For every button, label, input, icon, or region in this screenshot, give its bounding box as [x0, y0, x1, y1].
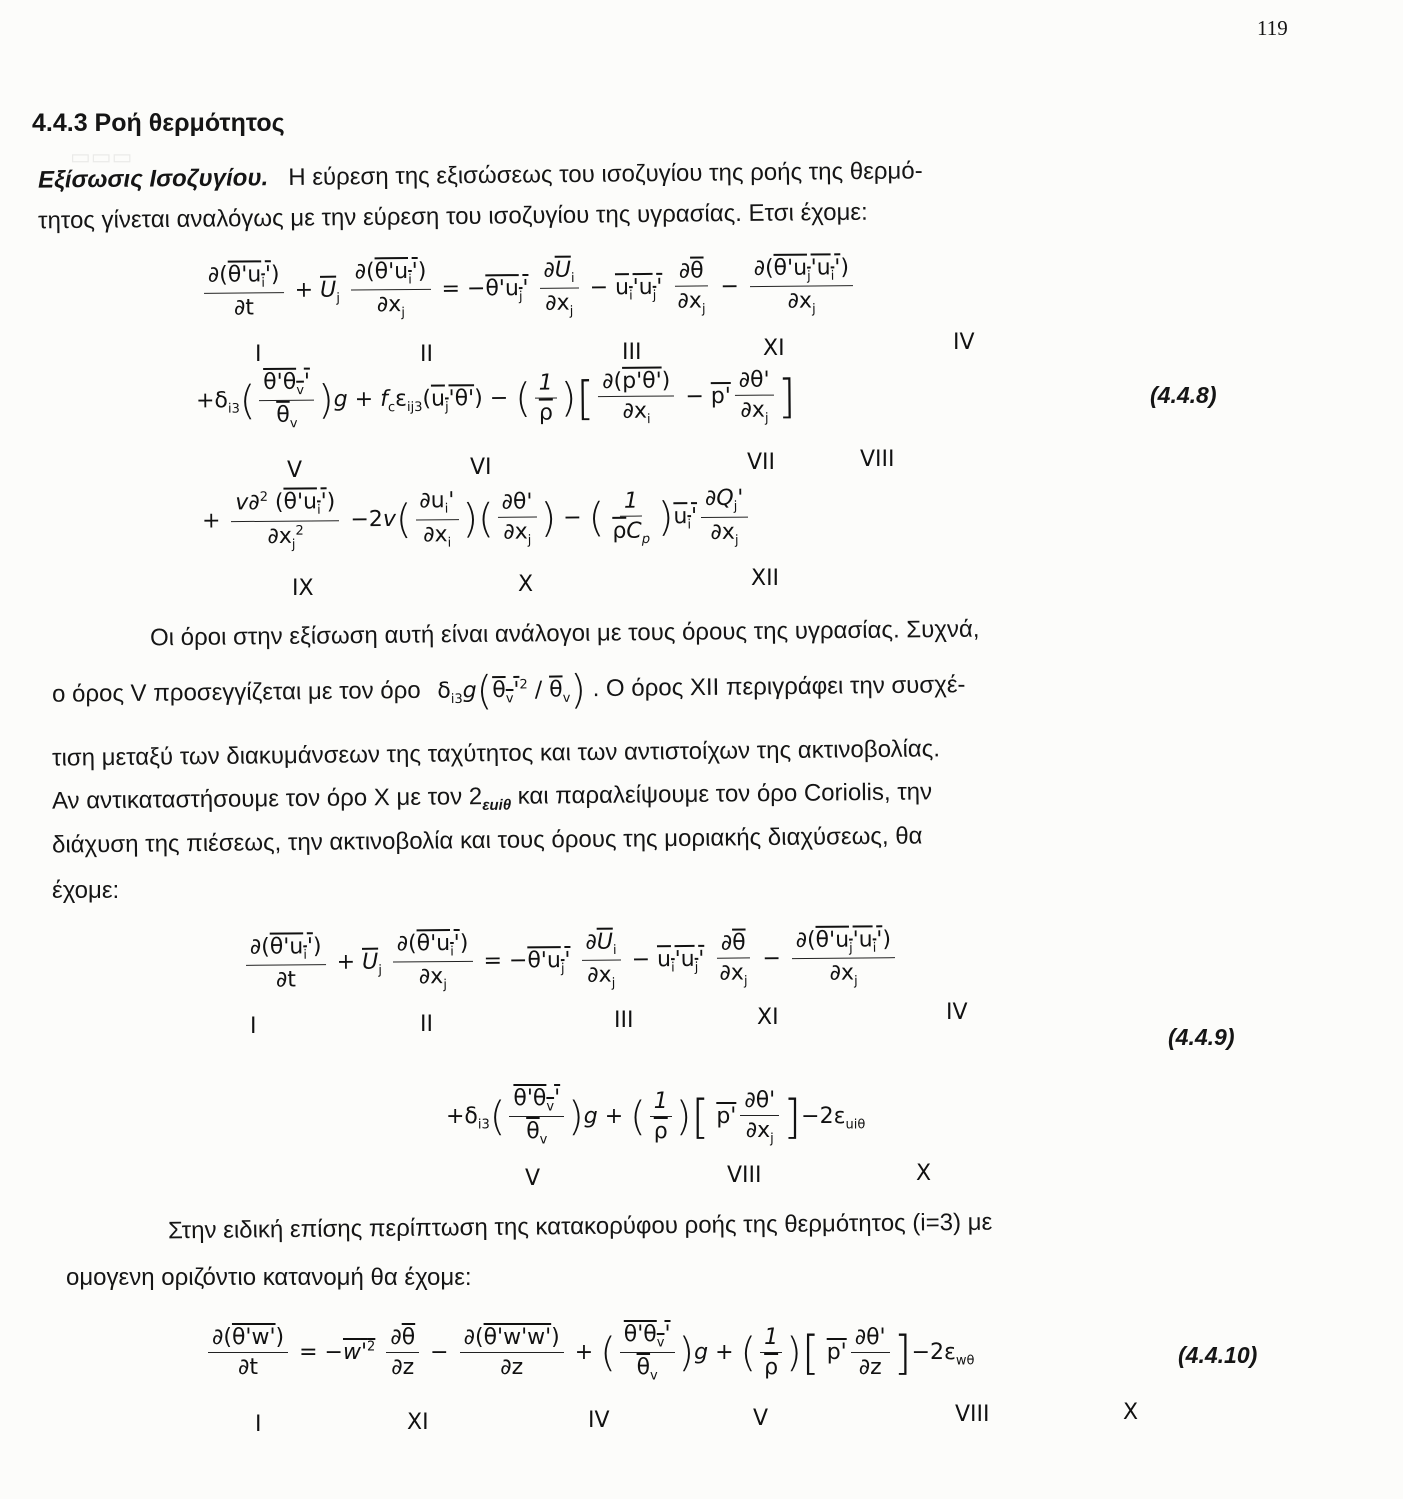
paragraph-2-line-2-start: ο όρος V προσεγγίζεται με τον όρο	[51, 676, 421, 708]
paragraph-3-line-2: ομογενη οριζόντιο κατανομή θα έχομε:	[66, 1264, 472, 1291]
paragraph-2-line-4-end: και παραλείψουμε τον όρο Coriolis, την	[510, 778, 933, 810]
term-label: IV	[946, 1000, 968, 1025]
paragraph-2-line-4	[52, 778, 932, 818]
bleed-through: ▭▭▭	[70, 144, 133, 169]
term-label: II	[420, 1012, 433, 1037]
term-label: IV	[953, 330, 975, 355]
term-label: III	[614, 1008, 634, 1033]
page-number: 119	[1257, 16, 1288, 40]
term-label: XI	[763, 336, 785, 361]
section-title: 4.4.3 Ροή θερμότητος	[32, 109, 285, 137]
term-label: VII	[747, 450, 776, 475]
equation-4-4-9-row-1: $\frac{\partial(\theta'u_i')}{\partial t}$ + $\overline{U}_j$ $\frac{\partial(\theta'u_i')}{\partial x_j}$ = $-\theta'u_j'$ $\frac{\partial\overline{U}_i}{\partial x_j}$ − $u_i'u_j'$ $\frac{\partial\overline{\theta}}{\partial x_j}$ − $\frac{\partial(\theta'u_j'u_i')}{\partial x_j}$	[242, 927, 900, 995]
intro-line-2: τητος γίνεται αναλόγως με την εύρεση του ισοζυγίου της υγρασίας. Ετσι έχομε:	[37, 198, 868, 235]
term-label: VIII	[955, 1402, 990, 1427]
term-label: I	[255, 342, 262, 367]
term-label: I	[255, 1412, 262, 1437]
term-label: II	[420, 342, 433, 367]
term-label: VI	[470, 455, 492, 480]
paragraph-2-line-5: διάχυση της πιέσεως, την ακτινοβολία και τους όρους της μοριακής διαχύσεως, θα	[51, 822, 923, 859]
term-label: VIII	[727, 1163, 762, 1188]
paragraph-2-line-2-end: . Ο όρος XII περιγράφει την συσχέ-	[592, 671, 966, 703]
term-label: V	[753, 1406, 769, 1431]
equation-number-4-4-9: (4.4.9)	[1168, 1024, 1235, 1050]
paragraph-2-line-2	[52, 663, 966, 719]
term-label: XI	[407, 1410, 429, 1435]
term-label: X	[916, 1161, 932, 1186]
term-label: I	[250, 1014, 257, 1039]
intro-lead: Εξίσωσις Ισοζυγίου.	[37, 164, 269, 194]
equation-number-4-4-10: (4.4.10)	[1178, 1342, 1258, 1368]
equation-4-4-8-row-3: + $\frac{v\partial^2 (\theta'u_i')}{\partial x_j^2}$ −2v( $\frac{\partial u_i'}{\partial x_i}$ )( $\frac{\partial\theta'}{\partial x_j}$ ) − ( $\frac{1}{\overline{\rho}C_p}$ )$u_i'$ $\frac{\partial Q_j'}{\partial x_j}$	[202, 486, 752, 553]
paragraph-2-line-1: Οι όροι στην εξίσωση αυτή είναι ανάλογοι με τους όρους της υγρασίας. Συχνά,	[149, 615, 980, 652]
inline-formula-term-v: $\delta_{i3}g(\theta_v'^2 / \overline{\theta}_v)$	[437, 667, 587, 715]
term-label: IV	[588, 1408, 610, 1433]
equation-4-4-8-row-1: $\frac{\partial(\theta'u_i')}{\partial t}$ + $\overline{U}_j$ $\frac{\partial(\theta'u_i')}{\partial x_j}$ = $-\theta'u_j'$ $\frac{\partial\overline{U}_i}{\partial x_j}$ − $u_i'u_j'$ $\frac{\partial\overline{\theta}}{\partial x_j}$ − $\frac{\partial(\theta'u_j'u_i')}{\partial x_j}$	[200, 255, 858, 323]
intro-line-1	[38, 157, 923, 194]
equation-4-4-10: $\frac{\partial(\theta'w')}{\partial t}$ = $-w'^2$ $\frac{\partial\overline{\theta}}{\partial z}$ − $\frac{\partial(\theta'w'w')}{\partial z}$ + ( $\frac{\theta'\theta_v'}{\overline{\theta}_v}$ )g + ( $\frac{1}{\rho}$ )[ p' $\frac{\partial\theta'}{\partial z}$ ]$-2\varepsilon_{w\theta}$	[204, 1322, 974, 1384]
equation-number-4-4-8: (4.4.8)	[1150, 382, 1217, 408]
paragraph-3-line-1: Στην ειδική επίσης περίπτωση της κατακορύφου ροής της θερμότητος (i=3) με	[167, 1208, 993, 1245]
paragraph-2-line-6: έχομε:	[52, 877, 120, 904]
equation-4-4-8-row-2: $+\delta_{i3}$( $\frac{\theta'\theta_v'}{\overline{\theta}_v}$ )$g + f_c\varepsilon_{ij3}(u_j'\theta')$ − ( $\frac{1}{\rho}$ )[ $\frac{\partial(p'\theta')}{\partial x_i}$ − p' $\frac{\partial\theta'}{\partial x_j}$ ]	[195, 367, 796, 432]
term-label: X	[1123, 1400, 1139, 1425]
paragraph-2-line-4-start: Αν αντικαταστήσουμε τον όρο X με τον 2	[51, 783, 483, 815]
term-label: X	[518, 572, 534, 597]
intro-line-1-text: Η εύρεση της εξισώσεως του ισοζυγίου της ροής της θερμό-	[288, 157, 923, 192]
term-label: XII	[751, 566, 780, 591]
equation-4-4-9-row-2: $+\delta_{i3}$( $\frac{\theta'\theta_v'}{\overline{\theta}_v}$ )g + ( $\frac{1}{\rho}$ )[ p' $\frac{\partial\theta'}{\partial x_j}$ ]$-2\varepsilon_{ui\theta}$	[446, 1086, 866, 1148]
term-label: VIII	[860, 447, 895, 472]
term-label: III	[622, 340, 642, 365]
term-label: IX	[292, 576, 314, 601]
term-label: XI	[757, 1005, 779, 1030]
term-label: V	[287, 458, 303, 483]
term-label: V	[525, 1166, 541, 1191]
epsilon-subscript: εuiθ	[482, 796, 512, 814]
paragraph-2-line-3: τιση μεταξύ των διακυμάνσεων της ταχύτητος και των αντιστοίχων της ακτινοβολίας.	[51, 735, 941, 772]
